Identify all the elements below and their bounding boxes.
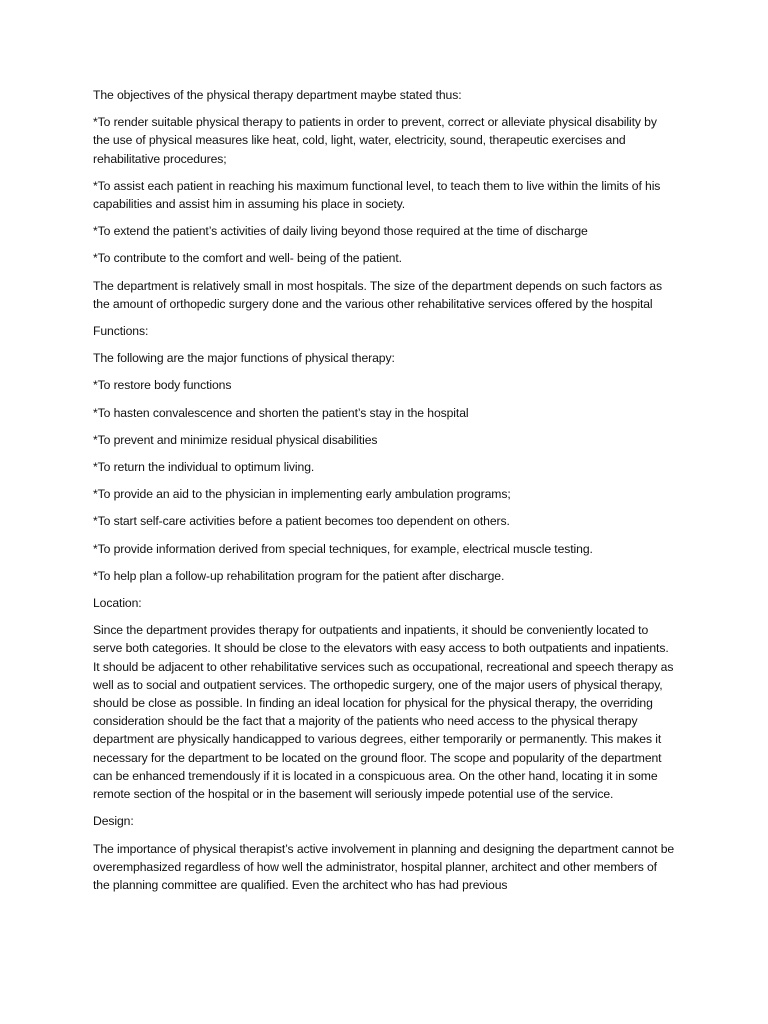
objective-item: *To contribute to the comfort and well- being of the patient. [93,251,402,266]
function-item: *To return the individual to optimum living. [93,460,315,475]
functions-heading: Functions: [93,324,149,339]
function-item: *To help plan a follow-up rehabilitation program for the patient after discharge. [93,568,505,583]
objective-item: *To extend the patient’s activities of daily living beyond those required at the time of discharge [93,224,588,239]
function-item: *To provide an aid to the physician in implementing early ambulation programs; [93,487,511,502]
design-heading: Design: [93,814,134,829]
functions-intro-paragraph: The following are the major functions of physical therapy: [93,351,395,366]
function-item: *To hasten convalescence and shorten the patient’s stay in the hospital [93,405,469,420]
design-paragraph: The importance of physical therapist’s active involvement in planning and designing the department cannot be overemphasized regardless of how well the administrator, hospital planner, architect and other members of the planning committee are qualified. Even the architect who has had previous [93,841,675,892]
function-item: *To start self-care activities before a patient becomes too dependent on others. [93,514,510,529]
function-item: *To restore body functions [93,378,232,393]
location-heading: Location: [93,596,142,611]
function-item: *To provide information derived from special techniques, for example, electrical muscle testing. [93,541,593,556]
location-paragraph: Since the department provides therapy for outpatients and inpatients, it should be conveniently located to serve both categories. It should be close to the elevators with easy access to both outpatients and inpatients. It should be adjacent to other rehabilitative services such as occupational, recreational and speech therapy as well as to social and outpatient services. The orthopedic surgery, one of the major users of physical therapy, should be close as possible. In finding an ideal location for physical for the physical therapy, the overriding consideration should be the fact that a majority of the patients who need access to the physical therapy department are physically handicapped to various degrees, either temporarily or permanently. This makes it necessary for the department to be located on the ground floor. The scope and popularity of the department can be enhanced tremendously if it is located in a conspicuous area. On the other hand, locating it in some remote section of the hospital or in the basement will seriously impede potential use of the service. [93,623,674,802]
objective-item: *To assist each patient in reaching his maximum functional level, to teach them to live within the limits of his capabilities and assist him in assuming his place in society. [93,178,661,212]
document-page [93,86,675,903]
intro-objectives-paragraph: The objectives of the physical therapy department maybe stated thus: [93,88,462,102]
function-item: *To prevent and minimize residual physical disabilities [93,432,378,447]
department-size-paragraph: The department is relatively small in most hospitals. The size of the department depends on such factors as the amount of orthopedic surgery done and the various other rehabilitative services offered by the hospital [93,278,662,311]
objective-item: *To render suitable physical therapy to patients in order to prevent, correct or alleviate physical disability by the use of physical measures like heat, cold, light, water, electricity, sound, therapeutic exercises and rehabilitative procedures; [93,115,657,166]
